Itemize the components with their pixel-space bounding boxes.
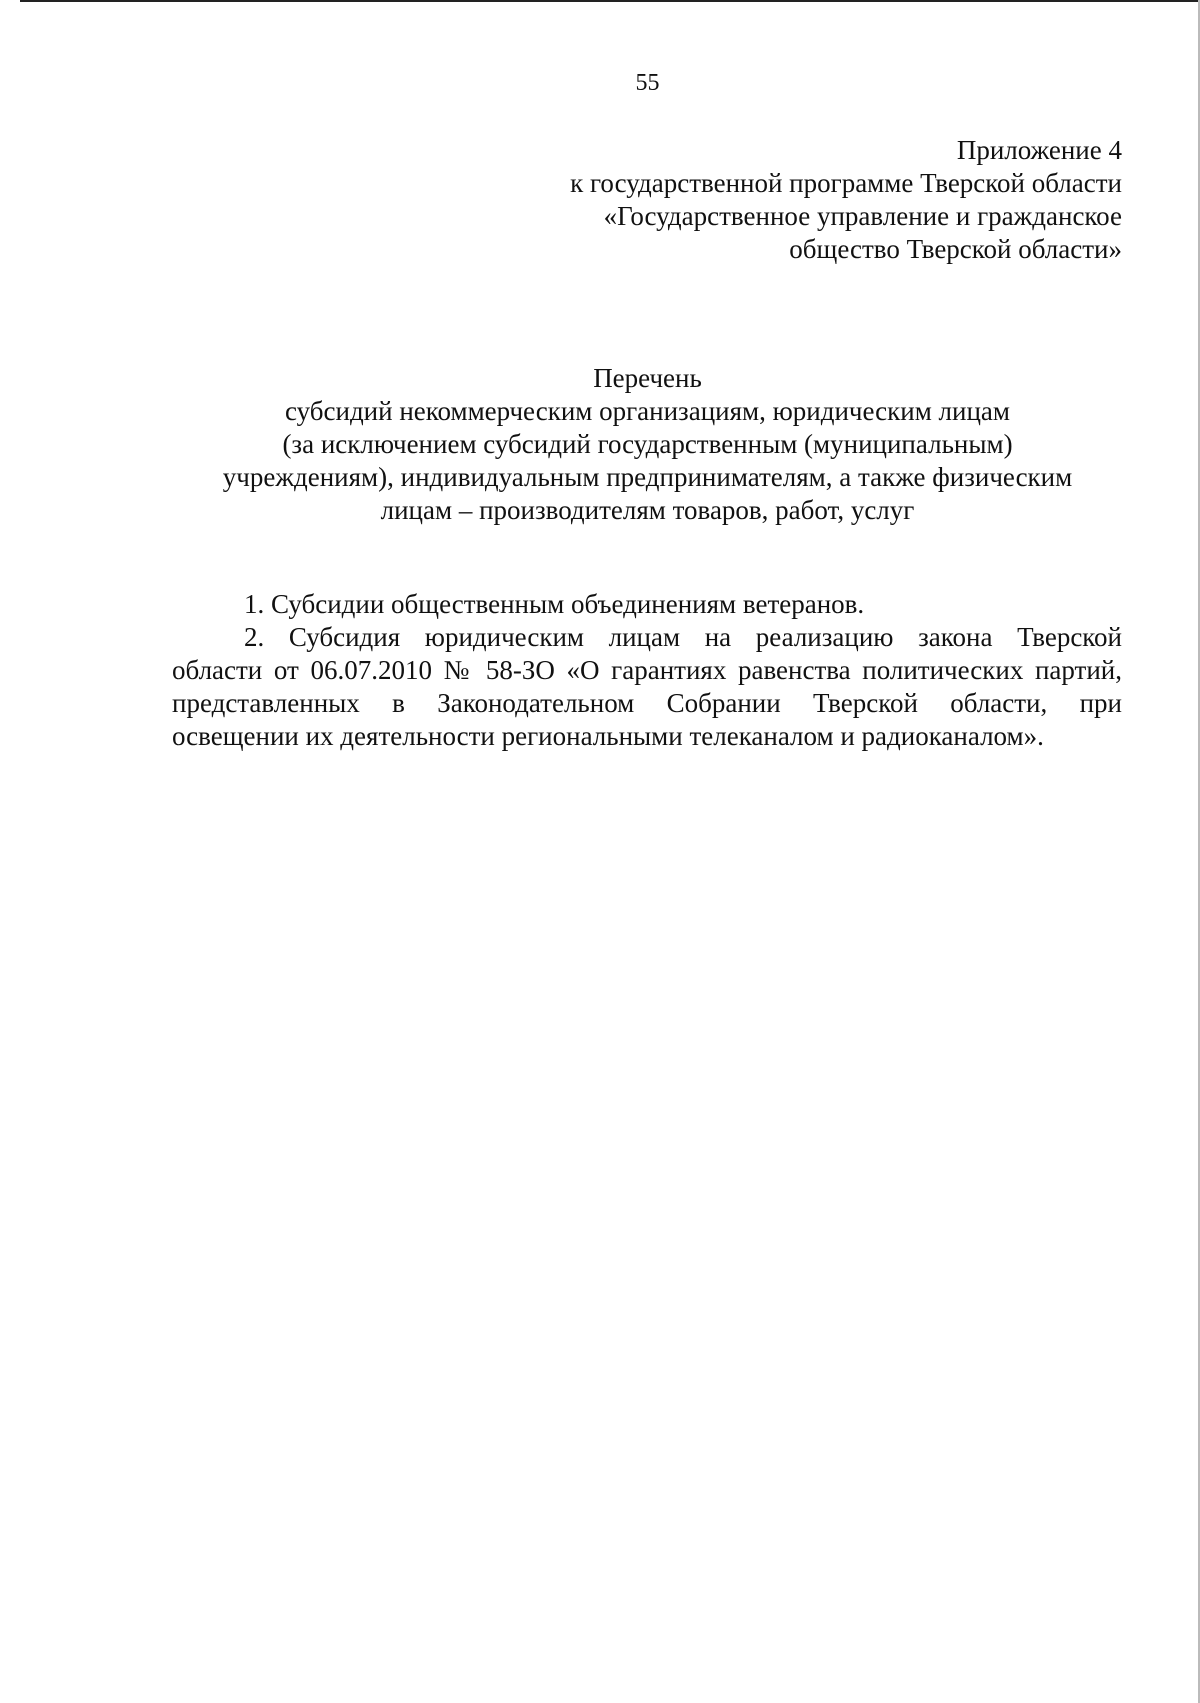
appendix-header xyxy=(570,134,1122,266)
appendix-line: Приложение 4 xyxy=(956,135,1122,165)
list-item xyxy=(172,588,1122,621)
item-line: 1. Субсидии общественным объединениям ветеранов. xyxy=(244,589,865,619)
document-title xyxy=(0,362,1200,527)
list-item xyxy=(172,621,1122,753)
scan-edge-top xyxy=(20,0,1200,2)
item-line: области от 06.07.2010 № 58-ЗО «О гарантиях равенства политических партий, xyxy=(172,655,1122,685)
appendix-line: к государственной программе Тверской области xyxy=(570,168,1122,198)
page-number: 55 xyxy=(635,70,660,96)
items-list xyxy=(172,588,1122,753)
title-line: субсидий некоммерческим организациям, юридическим лицам xyxy=(285,396,1010,426)
appendix-line: «Государственное управление и гражданское xyxy=(603,201,1122,231)
appendix-line: общество Тверской области» xyxy=(789,234,1122,264)
item-line: 2. Субсидия юридическим лицам на реализацию закона Тверской xyxy=(244,622,1122,652)
title-line: лицам – производителям товаров, работ, услуг xyxy=(380,495,915,525)
item-line: представленных в Законодательном Собрании Тверской области, при xyxy=(172,688,1122,718)
item-line: освещении их деятельности региональными телеканалом и радиоканалом». xyxy=(172,721,1044,751)
title-heading: Перечень xyxy=(593,363,702,393)
title-line: (за исключением субсидий государственным (муниципальным) xyxy=(282,429,1013,459)
title-line: учреждениям), индивидуальным предпринимателям, а также физическим xyxy=(222,462,1073,492)
